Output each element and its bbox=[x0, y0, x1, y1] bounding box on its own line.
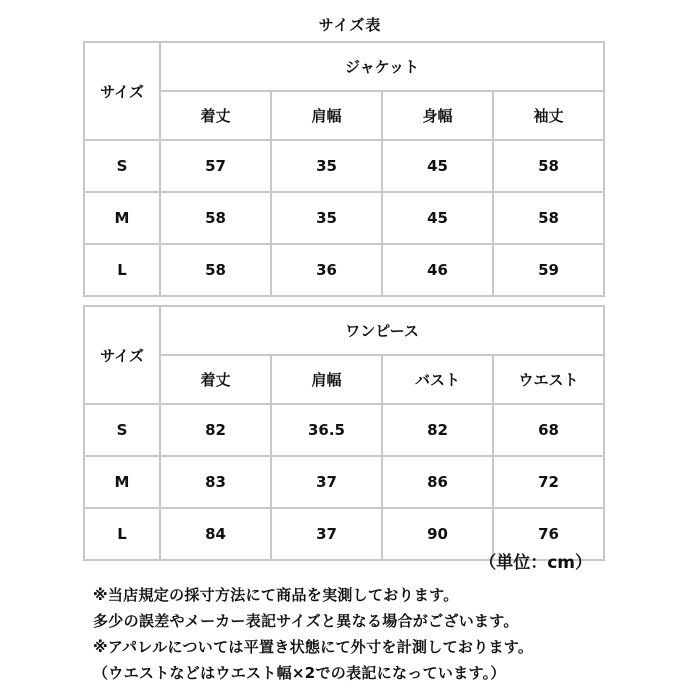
jacket-size-table bbox=[83, 41, 605, 297]
table-row bbox=[84, 140, 604, 192]
note-line: 多少の誤差やメーカー表記サイズと異なる場合がございます。 bbox=[93, 612, 519, 630]
table-cell: 72 bbox=[493, 456, 604, 508]
column-header: 肩幅 bbox=[271, 355, 382, 404]
table-header-row bbox=[84, 306, 604, 355]
column-header: 袖丈 bbox=[493, 91, 604, 140]
table-cell: 58 bbox=[493, 192, 604, 244]
table-cell: 45 bbox=[382, 140, 493, 192]
table-cell: 59 bbox=[493, 244, 604, 296]
note-line: ※当店規定の採寸方法にて商品を実測しております。 bbox=[93, 586, 459, 604]
column-header: 着丈 bbox=[160, 91, 271, 140]
size-cell: L bbox=[84, 508, 160, 560]
column-header: 着丈 bbox=[160, 355, 271, 404]
dress-size-table bbox=[83, 305, 605, 561]
table-cell: 36 bbox=[271, 244, 382, 296]
table-cell: 90 bbox=[382, 508, 493, 560]
measurement-notes bbox=[93, 582, 533, 686]
note-line: ※アパレルについては平置き状態にて外寸を計測しております。 bbox=[93, 638, 534, 656]
size-column-header: サイズ bbox=[84, 306, 160, 404]
size-column-header: サイズ bbox=[84, 42, 160, 140]
table-cell: 84 bbox=[160, 508, 271, 560]
table-row bbox=[84, 244, 604, 296]
table-cell: 45 bbox=[382, 192, 493, 244]
table-row bbox=[84, 456, 604, 508]
table-cell: 82 bbox=[160, 404, 271, 456]
table-header-row bbox=[84, 42, 604, 91]
table-cell: 82 bbox=[382, 404, 493, 456]
table-cell: 35 bbox=[271, 192, 382, 244]
table-cell: 76 bbox=[493, 508, 604, 560]
column-header: ウエスト bbox=[493, 355, 604, 404]
table-cell: 83 bbox=[160, 456, 271, 508]
garment-group-header: ワンピース bbox=[160, 306, 604, 355]
table-row bbox=[84, 192, 604, 244]
table-cell: 58 bbox=[160, 244, 271, 296]
table-cell: 68 bbox=[493, 404, 604, 456]
table-cell: 37 bbox=[271, 508, 382, 560]
size-cell: L bbox=[84, 244, 160, 296]
note-line: （ウエストなどはウエスト幅×2での表記になっています。） bbox=[93, 664, 506, 682]
size-cell: M bbox=[84, 456, 160, 508]
column-header: 身幅 bbox=[382, 91, 493, 140]
table-cell: 58 bbox=[493, 140, 604, 192]
table-cell: 35 bbox=[271, 140, 382, 192]
table-cell: 36.5 bbox=[271, 404, 382, 456]
table-row bbox=[84, 404, 604, 456]
table-cell: 58 bbox=[160, 192, 271, 244]
table-cell: 86 bbox=[382, 456, 493, 508]
column-header: バスト bbox=[382, 355, 493, 404]
table-cell: 57 bbox=[160, 140, 271, 192]
table-cell: 37 bbox=[271, 456, 382, 508]
garment-group-header: ジャケット bbox=[160, 42, 604, 91]
table-header-row bbox=[84, 91, 604, 140]
size-cell: S bbox=[84, 404, 160, 456]
size-cell: M bbox=[84, 192, 160, 244]
unit-note: （単位：cm） bbox=[479, 553, 592, 573]
table-cell: 46 bbox=[382, 244, 493, 296]
page-title: サイズ表 bbox=[318, 16, 382, 34]
table-header-row bbox=[84, 355, 604, 404]
column-header: 肩幅 bbox=[271, 91, 382, 140]
size-cell: S bbox=[84, 140, 160, 192]
